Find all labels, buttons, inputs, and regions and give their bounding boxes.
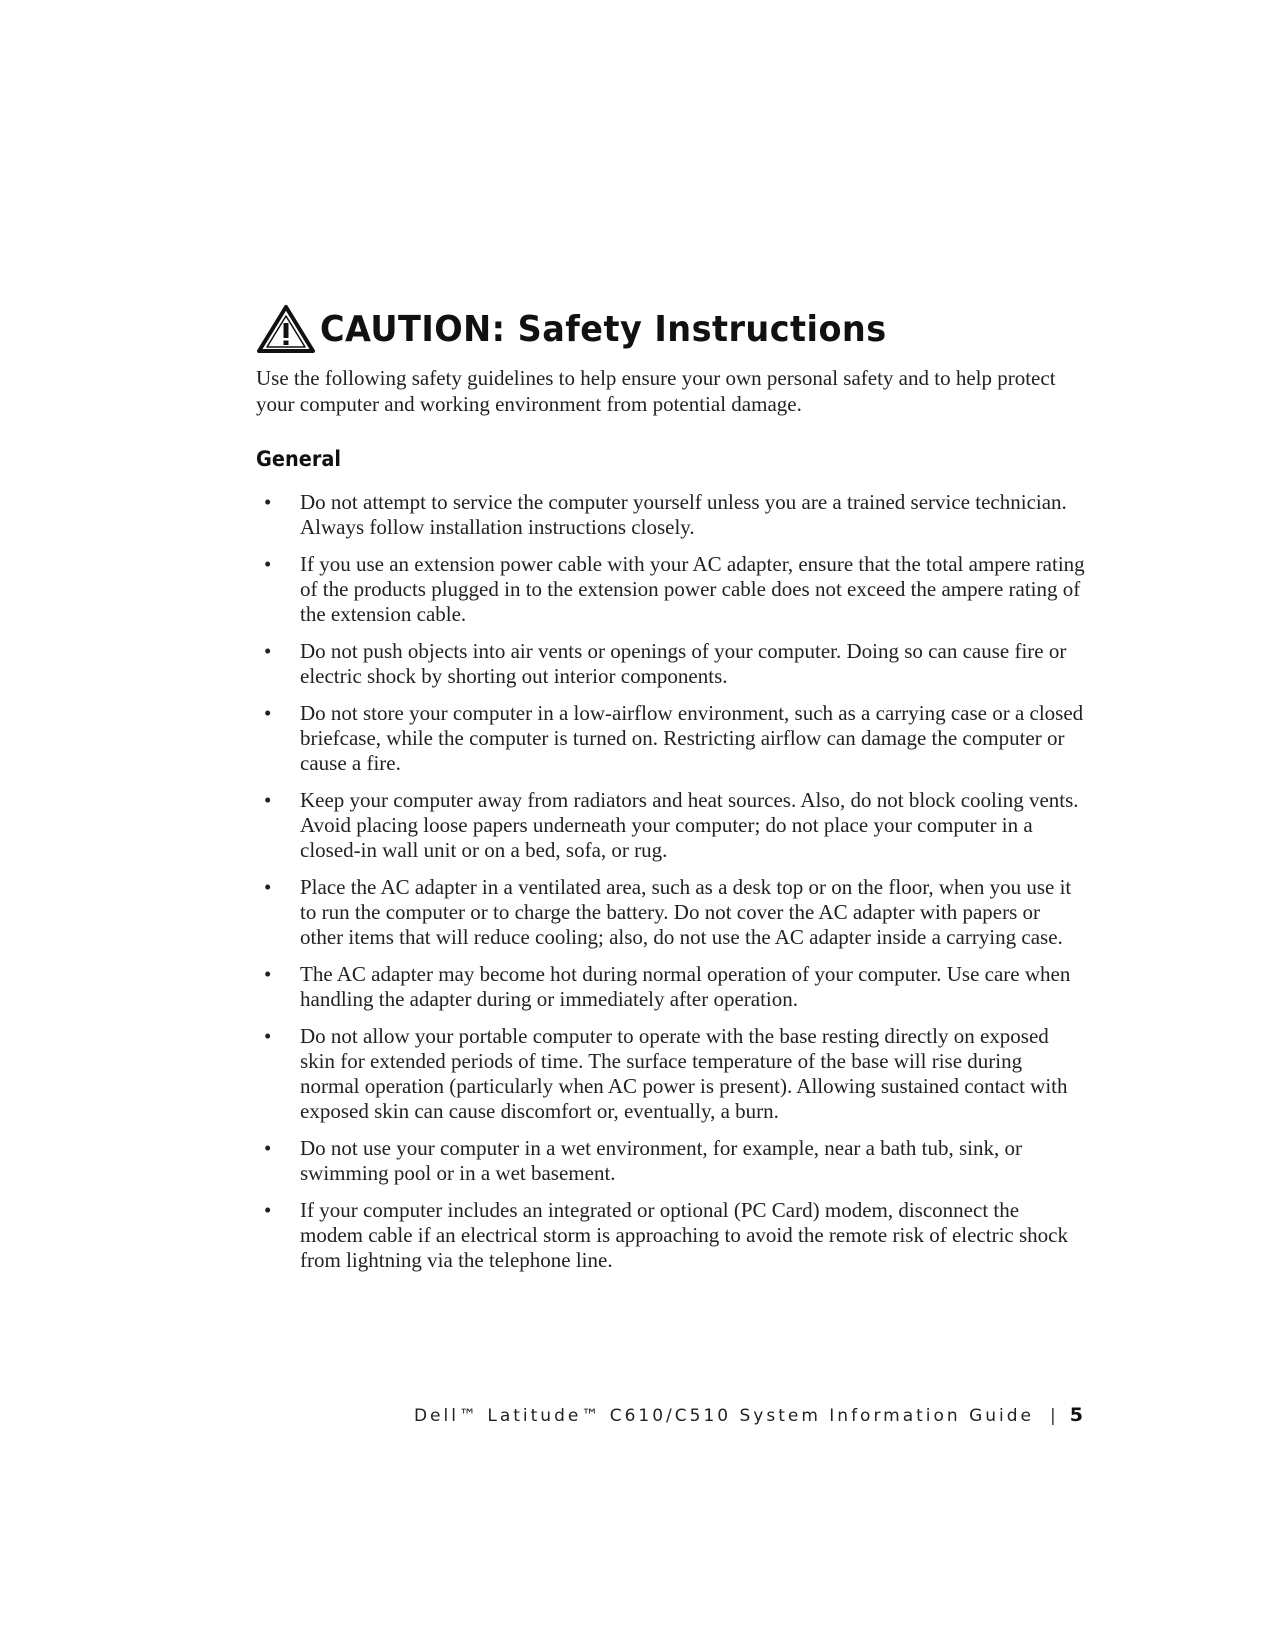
page-footer	[414, 1404, 1083, 1426]
list-item-text: Do not attempt to service the computer yourself unless you are a trained service technician. Always follow installation instructions closely.	[300, 490, 1067, 539]
list-item	[256, 788, 1086, 863]
safety-bullet-list	[256, 490, 1086, 1285]
list-item-text: If you use an extension power cable with your AC adapter, ensure that the total ampere rating of the products plugged in to the extension power cable does not exceed the ampere rating of the extension cable.	[300, 552, 1085, 626]
list-item	[256, 490, 1086, 540]
list-item	[256, 552, 1086, 627]
section-heading-general: General	[256, 447, 342, 471]
bullet-icon: •	[264, 639, 272, 663]
bullet-icon: •	[264, 788, 272, 812]
bullet-icon: •	[264, 875, 272, 899]
list-item	[256, 962, 1086, 1012]
list-item-text: Do not use your computer in a wet environment, for example, near a bath tub, sink, or swimming pool or in a wet basement.	[300, 1136, 1022, 1185]
list-item-text: Do not store your computer in a low-airflow environment, such as a carrying case or a closed briefcase, while the computer is turned on. Restricting airflow can damage the computer or cause a fire.	[300, 701, 1084, 775]
list-item	[256, 1198, 1086, 1273]
list-item-text: Place the AC adapter in a ventilated area, such as a desk top or on the floor, when you use it to run the computer or to charge the battery. Do not cover the AC adapter with papers or other items that will reduce cooling; also, do not use the AC adapter inside a carrying case.	[300, 875, 1072, 949]
footer-separator: |	[1050, 1406, 1056, 1426]
intro-paragraph: Use the following safety guidelines to help ensure your own personal safety and to help protect your computer and working environment from potential damage.	[256, 366, 1056, 416]
bullet-icon: •	[264, 490, 272, 514]
list-item	[256, 1024, 1086, 1124]
bullet-icon: •	[264, 701, 272, 725]
list-item-text: The AC adapter may become hot during normal operation of your computer. Use care when handling the adapter during or immediately after operation.	[300, 962, 1071, 1011]
footer-guide-title: Dell™ Latitude™ C610/C510 System Information Guide	[413, 1406, 1035, 1426]
list-item	[256, 639, 1086, 689]
bullet-icon: •	[264, 1024, 272, 1048]
list-item	[256, 701, 1086, 776]
page-title: CAUTION: Safety Instructions	[320, 308, 887, 350]
list-item-text: Keep your computer away from radiators and heat sources. Also, do not block cooling vents. Avoid placing loose papers underneath your computer; do not place your computer in a closed-in wall unit or on a bed, sofa, or rug.	[300, 788, 1079, 862]
bullet-icon: •	[264, 552, 272, 576]
bullet-icon: •	[264, 962, 272, 986]
bullet-icon: •	[264, 1198, 272, 1222]
list-item-text: Do not allow your portable computer to operate with the base resting directly on exposed skin for extended periods of time. The surface temperature of the base will rise during normal operation (particularly when AC power is present). Allowing sustained contact with exposed skin can cause discomfort or, eventually, a burn.	[300, 1024, 1068, 1123]
bullet-icon: •	[264, 1136, 272, 1160]
list-item-text: Do not push objects into air vents or openings of your computer. Doing so can cause fire or electric shock by shorting out interior components.	[300, 639, 1067, 688]
warning-triangle-icon	[256, 304, 316, 354]
page-header	[256, 304, 929, 354]
list-item	[256, 1136, 1086, 1186]
list-item-text: If your computer includes an integrated or optional (PC Card) modem, disconnect the modem cable if an electrical storm is approaching to avoid the remote risk of electric shock from lightning via the telephone line.	[300, 1198, 1068, 1272]
page-number: 5	[1069, 1404, 1083, 1426]
list-item	[256, 875, 1086, 950]
